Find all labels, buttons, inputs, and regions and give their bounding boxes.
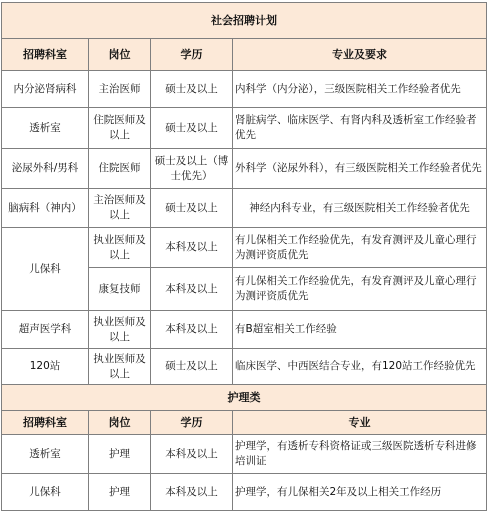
cell-position: 执业医师及以上 bbox=[89, 311, 151, 349]
cell-requirements: 有儿保相关工作经验优先，有发育测评及儿童心理行为测评资质优先 bbox=[233, 268, 487, 311]
cell-major: 护理学，有儿保相关2年及以上相关工作经历 bbox=[233, 474, 487, 511]
cell-requirements: 临床医学、中西医结合专业，有120站工作经验优先 bbox=[233, 349, 487, 385]
cell-requirements: 肾脏病学、临床医学、有肾内科及透析室工作经验者优先 bbox=[233, 108, 487, 149]
cell-department: 120站 bbox=[2, 349, 89, 385]
table-row bbox=[2, 189, 487, 228]
cell-education: 硕士及以上 bbox=[151, 189, 233, 228]
cell-education: 硕士及以上 bbox=[151, 349, 233, 385]
nursing-section-title: 护理类 bbox=[2, 385, 487, 411]
cell-department: 儿保科 bbox=[2, 474, 89, 511]
cell-position: 护理 bbox=[89, 435, 151, 474]
nursing-title-row bbox=[2, 385, 487, 411]
cell-requirements: 内科学（内分泌），三级医院相关工作经验者优先 bbox=[233, 71, 487, 108]
table-row bbox=[2, 149, 487, 189]
cell-department: 泌尿外科/男科 bbox=[2, 149, 89, 189]
cell-requirements: 有儿保相关工作经验优先，有发育测评及儿童心理行为测评资质优先 bbox=[233, 228, 487, 268]
table-title: 社会招聘计划 bbox=[2, 3, 487, 39]
cell-education: 本科及以上 bbox=[151, 311, 233, 349]
header-position: 岗位 bbox=[89, 411, 151, 435]
recruitment-table bbox=[1, 2, 487, 511]
header-department: 招聘科室 bbox=[2, 411, 89, 435]
cell-position: 执业医师及以上 bbox=[89, 349, 151, 385]
cell-department: 透析室 bbox=[2, 108, 89, 149]
table-row bbox=[2, 71, 487, 108]
table-title-row bbox=[2, 3, 487, 39]
cell-education: 硕士及以上 bbox=[151, 71, 233, 108]
cell-position: 护理 bbox=[89, 474, 151, 511]
table-header-row bbox=[2, 39, 487, 71]
cell-department: 儿保科 bbox=[2, 228, 89, 311]
cell-department: 超声医学科 bbox=[2, 311, 89, 349]
header-position: 岗位 bbox=[89, 39, 151, 71]
cell-major: 护理学，有透析专科资格证或三级医院透析专科进修培训证 bbox=[233, 435, 487, 474]
cell-department: 透析室 bbox=[2, 435, 89, 474]
cell-requirements: 外科学（泌尿外科），有三级医院相关工作经验者优先 bbox=[233, 149, 487, 189]
table-row bbox=[2, 228, 487, 268]
cell-education: 本科及以上 bbox=[151, 474, 233, 511]
cell-education: 本科及以上 bbox=[151, 268, 233, 311]
cell-education: 本科及以上 bbox=[151, 435, 233, 474]
table-row bbox=[2, 311, 487, 349]
table-row bbox=[2, 349, 487, 385]
cell-department: 脑病科（神内） bbox=[2, 189, 89, 228]
table-row bbox=[2, 108, 487, 149]
cell-position: 康复技师 bbox=[89, 268, 151, 311]
cell-position: 住院医师 bbox=[89, 149, 151, 189]
cell-requirements: 有B超室相关工作经验 bbox=[233, 311, 487, 349]
table-row bbox=[2, 435, 487, 474]
header-requirements: 专业及要求 bbox=[233, 39, 487, 71]
header-education: 学历 bbox=[151, 411, 233, 435]
cell-education: 硕士及以上 bbox=[151, 108, 233, 149]
cell-department: 内分泌肾病科 bbox=[2, 71, 89, 108]
header-education: 学历 bbox=[151, 39, 233, 71]
cell-position: 住院医师及以上 bbox=[89, 108, 151, 149]
cell-education: 硕士及以上（博士优先） bbox=[151, 149, 233, 189]
table-row bbox=[2, 474, 487, 511]
cell-requirements: 神经内科专业，有三级医院相关工作经验者优先 bbox=[233, 189, 487, 228]
nursing-header-row bbox=[2, 411, 487, 435]
cell-position: 执业医师及以上 bbox=[89, 228, 151, 268]
cell-education: 本科及以上 bbox=[151, 228, 233, 268]
cell-position: 主治医师 bbox=[89, 71, 151, 108]
header-department: 招聘科室 bbox=[2, 39, 89, 71]
header-major: 专业 bbox=[233, 411, 487, 435]
cell-position: 主治医师及以上 bbox=[89, 189, 151, 228]
